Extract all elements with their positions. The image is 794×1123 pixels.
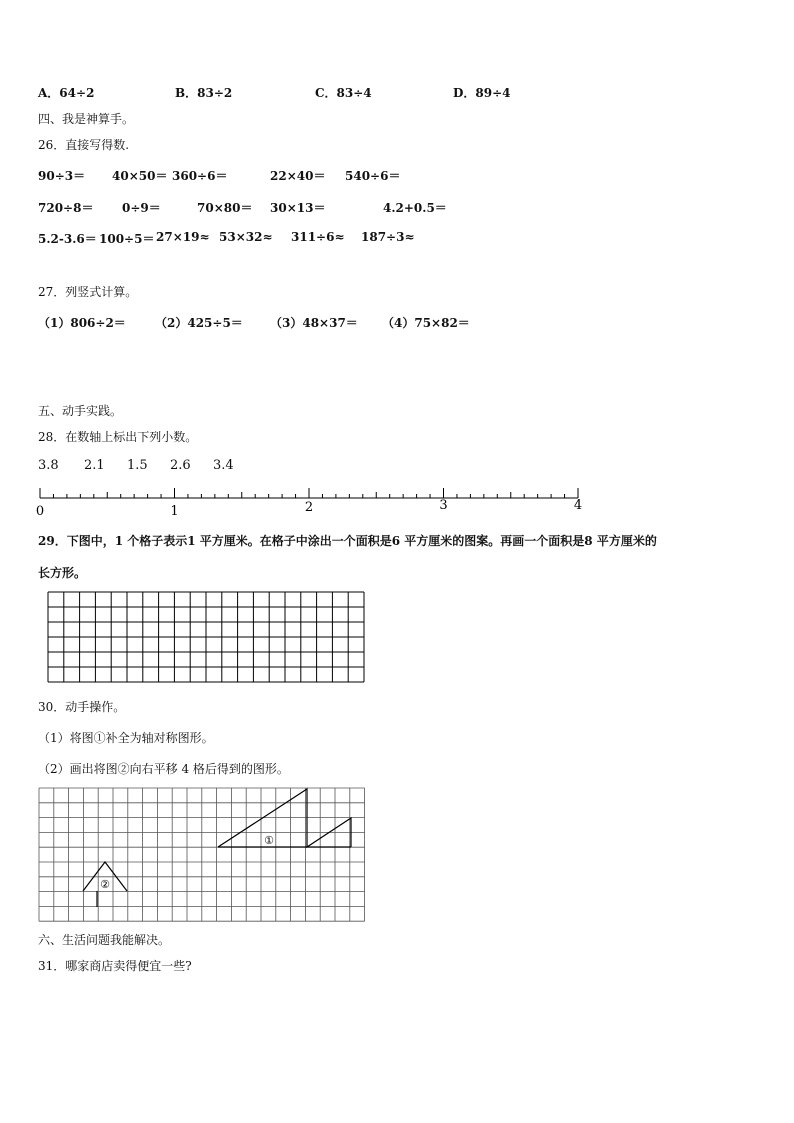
q30-grid [38,787,368,923]
axis-label-2: 2 [304,500,314,515]
figure-1-label: ① [264,834,274,847]
q26-r2-c5: 4.2+0.5＝ [383,201,447,215]
figure-2-label: ② [100,878,110,891]
decimal-5: 3.4 [213,458,234,473]
q26-r2-c2: 0÷9＝ [122,201,161,215]
q27-item-4: （4）75×82＝ [382,316,470,330]
axis-label-1: 1 [170,504,179,519]
decimal-3: 1.5 [127,458,148,473]
section-5-heading: 五、动手实践。 [38,404,123,418]
q29-text-line-2: 长方形。 [38,566,87,580]
number-line-ticks [40,488,578,498]
q26-r3-c1: 5.2-3.6＝ [38,232,97,246]
q31-text: 31．哪家商店卖得便宜一些? [38,959,192,973]
number-line [30,484,590,520]
q27-item-1: （1）806÷2＝ [38,316,126,330]
axis-label-3: 3 [439,498,448,513]
q26-r1-c4: 22×40＝ [270,169,326,183]
q27-item-2: （2）425÷5＝ [155,316,243,330]
axis-label-4: 4 [573,498,583,513]
option-c: C．83÷4 [315,86,372,100]
q30-title: 30．动手操作。 [38,700,126,714]
q26-r3-c3: 27×19≈ [156,230,210,244]
q26-title: 26．直接写得数. [38,138,130,152]
q26-r3-c6: 187÷3≈ [361,230,415,244]
option-a: A．64÷2 [38,86,95,100]
option-b: B．83÷2 [175,86,233,100]
q29-grid [46,590,366,684]
axis-label-0: 0 [35,504,45,519]
q29-text-line-1: 29．下图中，1 个格子表示1 平方厘米。在格子中涂出一个面积是6 平方厘米的图案。再画一个面积是8 平方厘米的 [38,534,657,548]
q30-sub-2: （2）画出将图②向右平移 4 格后得到的图形。 [38,762,289,776]
section-6-heading: 六、生活问题我能解决。 [38,933,171,947]
q28-title: 28．在数轴上标出下列小数。 [38,430,198,444]
q26-r2-c4: 30×13＝ [270,201,326,215]
decimal-4: 2.6 [170,458,191,473]
q26-r2-c3: 70×80＝ [197,201,253,215]
q26-r3-c5: 311÷6≈ [291,230,345,244]
q26-r1-c1: 90÷3＝ [38,169,86,183]
q30-sub-1: （1）将图①补全为轴对称图形。 [38,731,214,745]
q26-r1-c5: 540÷6＝ [345,169,401,183]
q26-r3-c2: 100÷5＝ [99,232,155,246]
q27-item-3: （3）48×37＝ [270,316,358,330]
section-4-heading: 四、我是神算手。 [38,112,135,126]
decimal-2: 2.1 [84,458,105,473]
q26-r1-c3: 360÷6＝ [172,169,228,183]
q27-title: 27．列竖式计算。 [38,285,138,299]
q26-r2-c1: 720÷8＝ [38,201,94,215]
decimal-1: 3.8 [38,458,59,473]
option-d: D．89÷4 [453,86,511,100]
q26-r3-c4: 53×32≈ [219,230,273,244]
q26-r1-c2: 40×50＝ [112,169,168,183]
